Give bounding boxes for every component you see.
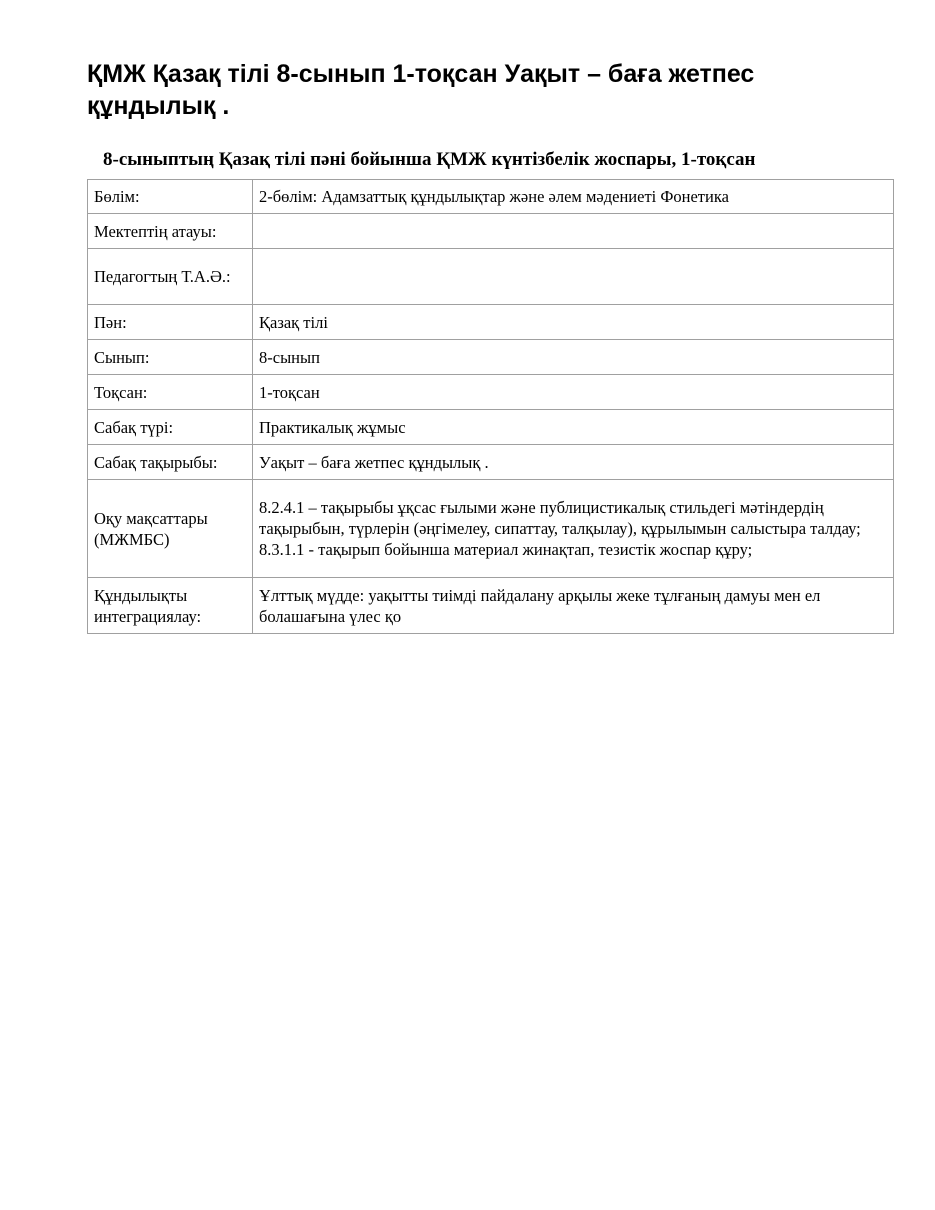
table-row-lesson-type xyxy=(88,410,894,445)
row-label: Сынып: xyxy=(88,340,253,375)
row-value: Уақыт – баға жетпес құндылық . xyxy=(253,445,894,480)
row-value: Практикалық жұмыс xyxy=(253,410,894,445)
row-label: Пән: xyxy=(88,305,253,340)
table-row-lesson-topic xyxy=(88,445,894,480)
table-row-quarter xyxy=(88,375,894,410)
row-label: Сабақ түрі: xyxy=(88,410,253,445)
lesson-plan-table xyxy=(87,179,894,634)
table-row-grade xyxy=(88,340,894,375)
row-value: 8-сынып xyxy=(253,340,894,375)
row-label: Бөлім: xyxy=(88,180,253,214)
row-value xyxy=(253,214,894,249)
row-label: Мектептің атауы: xyxy=(88,214,253,249)
row-value: Ұлттық мүдде: уақытты тиімді пайдалану арқылы жеке тұлғаның дамуы мен ел болашағына үлес қо xyxy=(253,578,894,634)
plan-heading: 8-сыныптың Қазақ тілі пәні бойынша ҚМЖ күнтізбелік жоспары, 1-тоқсан xyxy=(103,149,756,170)
row-label: Сабақ тақырыбы: xyxy=(88,445,253,480)
table-row-school-name xyxy=(88,214,894,249)
row-value: Қазақ тілі xyxy=(253,305,894,340)
table-row-teacher-name xyxy=(88,249,894,305)
table-row-values-integration xyxy=(88,578,894,634)
row-label: Педагогтың Т.А.Ә.: xyxy=(88,249,253,305)
table-row-learning-objectives xyxy=(88,480,894,578)
table-row-subject xyxy=(88,305,894,340)
row-value: 2-бөлім: Адамзаттық құндылықтар және әлем мәдениеті Фонетика xyxy=(253,180,894,214)
row-label: Құндылықты интеграциялау: xyxy=(88,578,253,634)
table-row-section xyxy=(88,180,894,214)
row-value: 8.2.4.1 – тақырыбы ұқсас ғылыми және публицистикалық стильдегі мәтіндердің тақырыбын, түрлерін (әңгімелеу, сипаттау, талқылау), құрылымын салыстыра талдау; 8.3.1.1 - тақырып бойынша материал жинақтап, тезистік жоспар құру; xyxy=(253,480,894,578)
document-title: ҚМЖ Қазақ тілі 8-сынып 1-тоқсан Уақыт – баға жетпес құндылық . xyxy=(87,60,755,120)
row-value xyxy=(253,249,894,305)
row-value: 1-тоқсан xyxy=(253,375,894,410)
row-label: Тоқсан: xyxy=(88,375,253,410)
row-label: Оқу мақсаттары (МЖМБС) xyxy=(88,480,253,578)
